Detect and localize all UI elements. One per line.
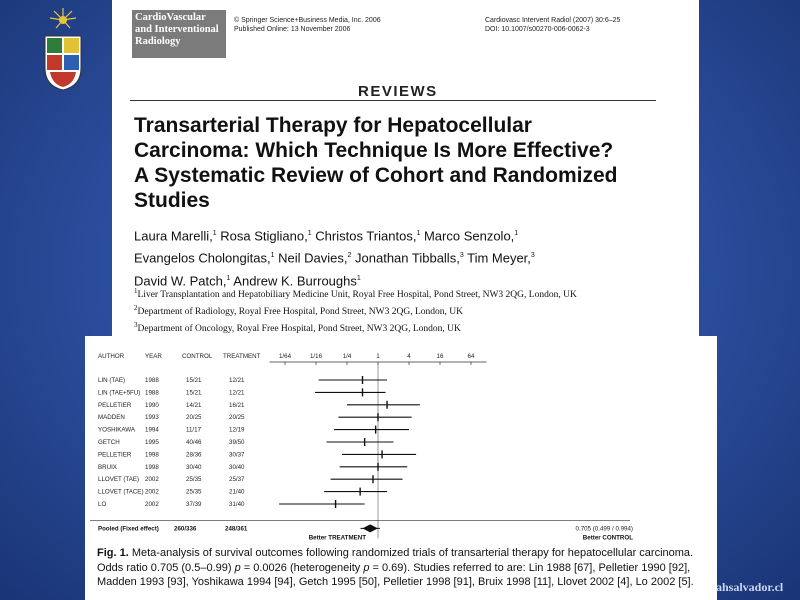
study-control: 30/40 <box>186 463 202 471</box>
study-control: 28/36 <box>186 451 202 459</box>
journal-logo-line: CardioVascular <box>135 12 206 23</box>
caption-line <box>97 561 709 576</box>
author-affiliation: 1 <box>356 274 361 282</box>
published-online: Published Online: 13 November 2006 <box>234 26 351 33</box>
study-treatment: 31/40 <box>229 501 245 508</box>
study-author: PELLETIER <box>98 401 132 409</box>
study-year: 2002 <box>145 476 159 484</box>
axis-tick-label: 1/64 <box>278 353 292 360</box>
pooled-treatment: 248/361 <box>225 525 248 533</box>
caption-line <box>97 546 709 561</box>
figure-panel <box>85 336 717 600</box>
study-author: PELLETIER <box>98 451 132 459</box>
study-treatment: 12/21 <box>229 389 245 397</box>
header-control: CONTROL <box>182 353 213 360</box>
study-control: 20/25 <box>186 414 202 422</box>
affiliation-text: Department of Oncology, Royal Free Hospital, Pond Street, NW3 2QG, London, UK <box>137 324 461 335</box>
journal-logo-line: Radiology <box>135 36 181 47</box>
author-name: Christos Triantos, <box>315 228 417 244</box>
author-name: Evangelos Cholongitas, <box>134 250 271 266</box>
site-watermark: ahsalvador.cl <box>716 580 784 594</box>
title-line: A Systematic Review of Cohort and Randomized <box>134 164 618 187</box>
author-affiliation: 1 <box>416 230 421 237</box>
study-author: GETCH <box>98 439 120 446</box>
journal-logo-line: and Interventional <box>135 24 219 35</box>
study-year: 1995 <box>145 439 159 446</box>
study-year: 1994 <box>145 426 159 434</box>
axis-tick-label: 1 <box>376 353 380 360</box>
study-treatment: 12/21 <box>229 377 245 384</box>
study-control: 25/35 <box>186 488 202 496</box>
forest-plot <box>85 336 717 541</box>
author-name: Laura Marelli, <box>134 228 213 244</box>
study-treatment: 21/40 <box>229 488 245 496</box>
axis-tick-label: 1/16 <box>309 353 323 360</box>
study-treatment: 30/37 <box>229 451 245 459</box>
author-line <box>134 246 694 268</box>
pooled-odds-ratio: 0.705 (0.499 / 0.994) <box>575 525 633 533</box>
caption-p-symbol: p <box>234 561 241 574</box>
study-year: 1998 <box>145 463 159 471</box>
affiliation-text: Department of Radiology, Royal Free Hospital, Pond Street, NW3 2QG, London, UK <box>137 307 464 318</box>
study-author: LLOVET (TAE) <box>98 476 140 484</box>
study-control: 37/39 <box>186 501 202 508</box>
study-control: 15/21 <box>186 377 202 384</box>
pooled-label: Pooled (Fixed effect) <box>98 525 159 533</box>
study-treatment: 12/19 <box>229 426 245 434</box>
author-name: Rosa Stigliano, <box>220 228 308 244</box>
header-divider <box>130 100 656 101</box>
author-name: David W. Patch, <box>134 272 227 288</box>
study-treatment: 16/21 <box>229 401 245 409</box>
study-control: 14/21 <box>186 401 202 409</box>
study-author: MADDEN <box>98 414 125 422</box>
caption-line <box>97 575 709 590</box>
study-author: LIN (TAE+5FU) <box>98 389 141 397</box>
paper-title <box>134 113 694 213</box>
author-affiliation: 1 <box>212 230 217 237</box>
study-author: LLOVET (TACE) <box>98 488 144 496</box>
author-affiliation: 3 <box>530 252 535 260</box>
citation: Cardiovasc Intervent Radiol (2007) 30:6–25 <box>485 17 621 24</box>
citation-info <box>485 16 620 34</box>
doi: DOI: 10.1007/s00270-006-0062-3 <box>485 26 590 33</box>
study-treatment: 20/25 <box>229 414 245 422</box>
header-treatment: TREATMENT <box>223 353 261 360</box>
caption-text: Odds ratio 0.705 (0.5–0.99) <box>97 561 235 574</box>
study-author: BRUIX <box>98 463 117 471</box>
publisher-copyright: © Springer Science+Business Media, Inc. 2006 <box>234 17 381 24</box>
publisher-info <box>234 16 381 34</box>
affiliation-number: 3 <box>134 321 138 330</box>
axis-tick-label: 16 <box>436 353 444 360</box>
author-affiliation: 1 <box>270 252 275 260</box>
author-affiliation: 2 <box>347 252 352 260</box>
author-line <box>134 224 694 246</box>
author-name: Jonathan Tibballs, <box>355 250 460 266</box>
caption-p-symbol: p <box>363 561 370 574</box>
paper-page <box>112 0 699 336</box>
caption-text: = 0.69). Studies referred to are: Lin 1988 [67], Pelletier 1990 [92], <box>369 561 691 574</box>
journal-logo <box>132 10 226 58</box>
study-author: YOSHIKAWA <box>98 426 136 434</box>
author-affiliation: 3 <box>459 252 464 260</box>
header-author: AUTHOR <box>98 353 125 360</box>
study-treatment: 30/40 <box>229 463 245 471</box>
header-year: YEAR <box>145 353 162 360</box>
study-year: 2002 <box>145 488 159 496</box>
axis-tick-label: 1/4 <box>342 353 352 360</box>
title-line: Transarterial Therapy for Hepatocellular <box>134 114 532 137</box>
author-list <box>134 224 694 291</box>
study-year: 1988 <box>145 389 159 397</box>
study-year: 1993 <box>145 414 159 422</box>
study-author: LIN (TAE) <box>98 377 126 384</box>
better-treatment-label: Better TREATMENT <box>308 534 366 541</box>
better-control-label: Better CONTROL <box>582 534 633 541</box>
affiliation-number: 2 <box>134 304 138 313</box>
author-affiliation: 1 <box>307 230 312 237</box>
study-year: 2002 <box>145 501 159 508</box>
study-control: 40/46 <box>186 439 202 446</box>
study-year: 1988 <box>145 377 159 384</box>
axis-tick-label: 64 <box>467 353 475 360</box>
author-name: Marco Senzolo, <box>423 228 515 244</box>
axis-tick-label: 4 <box>407 353 411 360</box>
author-affiliation: 1 <box>226 274 231 282</box>
title-line: Studies <box>134 189 210 212</box>
affiliation <box>134 302 694 319</box>
affiliation <box>134 319 694 336</box>
author-name: Tim Meyer, <box>467 250 531 266</box>
pooled-diamond <box>362 524 377 532</box>
university-crest-icon <box>40 6 86 92</box>
caption-label: Fig. 1. <box>97 547 129 559</box>
author-affiliation: 1 <box>514 230 519 237</box>
study-control: 11/17 <box>186 426 202 434</box>
figure-caption <box>97 546 709 590</box>
section-heading: REVIEWS <box>358 83 438 100</box>
author-name: Neil Davies, <box>278 250 348 266</box>
caption-text: Madden 1993 [93], Yoshikawa 1994 [94], Getch 1995 [50], Pelletier 1998 [91], Bruix 1998 [11], Llovet 2002 [4], Lo 2002 [5]. <box>97 576 694 588</box>
affiliation-list <box>134 285 694 336</box>
study-year: 1990 <box>145 401 159 409</box>
study-author: LO <box>98 501 107 508</box>
affiliation-text: Liver Transplantation and Hepatobiliary Medicine Unit, Royal Free Hospital, Pond Street, NW3 2QG, London, UK <box>137 290 577 301</box>
study-treatment: 25/37 <box>229 476 245 484</box>
caption-text: = 0.0026 (heterogeneity <box>240 561 364 574</box>
author-name: Andrew K. Burroughs <box>233 272 357 288</box>
study-treatment: 39/50 <box>229 439 245 446</box>
study-control: 15/21 <box>186 389 202 397</box>
affiliation-number: 1 <box>134 287 138 295</box>
caption-text: Meta-analysis of survival outcomes following randomized trials of transarterial therapy for hepatocellular carcinoma. <box>131 547 694 559</box>
study-year: 1998 <box>145 451 159 459</box>
title-line: Carcinoma: Which Technique Is More Effective? <box>134 139 614 162</box>
pooled-control: 260/336 <box>174 525 197 533</box>
affiliation <box>134 285 694 302</box>
study-control: 25/35 <box>186 476 202 484</box>
